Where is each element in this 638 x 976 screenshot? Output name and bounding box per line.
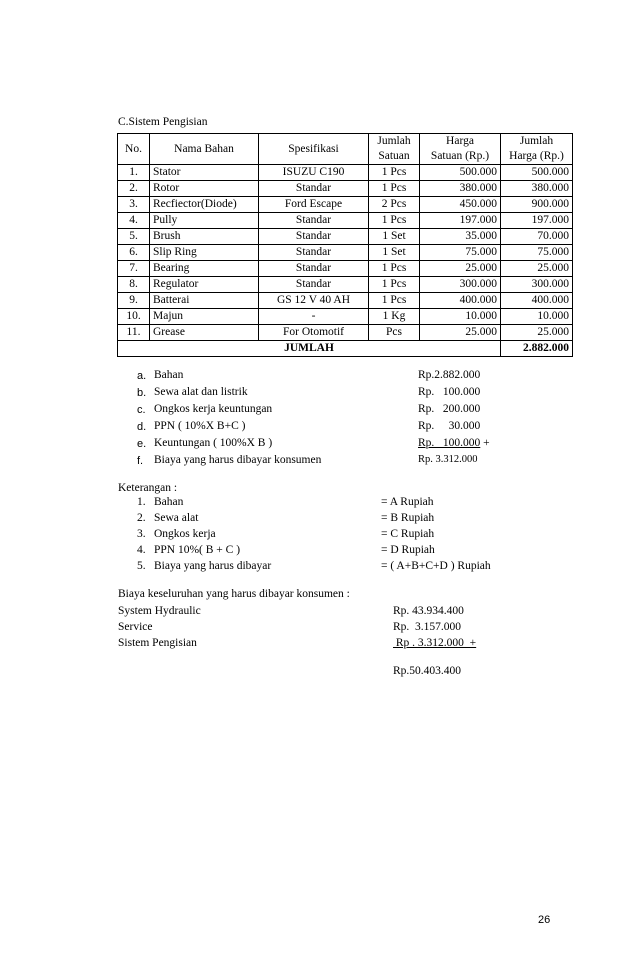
header-nama: Nama Bahan (150, 134, 259, 165)
cell-nama: Regulator (150, 277, 259, 293)
cell-no: 1. (118, 165, 150, 181)
cell-nama: Brush (150, 229, 259, 245)
cost-letter: e. (137, 438, 147, 450)
total-value: 2.882.000 (501, 341, 573, 357)
cell-nama: Grease (150, 325, 259, 341)
cell-nama: Majun (150, 309, 259, 325)
cell-spes: - (259, 309, 369, 325)
cell-spes: Ford Escape (259, 197, 369, 213)
cost-label: Ongkos kerja keuntungan (154, 403, 273, 415)
table-row (118, 293, 573, 309)
cost-amount: Rp. 3.312.000 (418, 454, 478, 465)
cell-satuan: 1 Pcs (369, 165, 420, 181)
header-spesifikasi: Spesifikasi (259, 134, 369, 165)
cell-harga: 450.000 (420, 197, 501, 213)
table-row (118, 309, 573, 325)
summary-total: Rp.50.403.400 (393, 665, 462, 677)
keterangan-title: Keterangan : (118, 482, 178, 494)
keterangan-num: 4. (137, 544, 146, 556)
cell-satuan: 2 Pcs (369, 197, 420, 213)
cost-letter: f. (137, 455, 144, 467)
keterangan-label: PPN 10%( B + C ) (154, 544, 241, 556)
cell-nama: Pully (150, 213, 259, 229)
cell-no: 4. (118, 213, 150, 229)
table-row (118, 245, 573, 261)
cell-no: 3. (118, 197, 150, 213)
cell-no: 10. (118, 309, 150, 325)
keterangan-num: 1. (137, 496, 146, 508)
keterangan-num: 5. (137, 560, 146, 572)
header-jumlah-satuan: Jumlah Satuan (369, 134, 420, 165)
summary-value: Rp. 3.157.000 (393, 621, 462, 633)
cell-satuan: 1 Pcs (369, 277, 420, 293)
cell-jumlah: 400.000 (501, 293, 573, 309)
cell-nama: Bearing (150, 261, 259, 277)
table-row (118, 261, 573, 277)
cell-satuan: 1 Pcs (369, 181, 420, 197)
table-row (118, 165, 573, 181)
header-harga-satuan: Harga Satuan (Rp.) (420, 134, 501, 165)
header-jumlah-harga: Jumlah Harga (Rp.) (501, 134, 573, 165)
cost-value (418, 454, 478, 465)
table-row (118, 197, 573, 213)
cost-value (418, 420, 480, 432)
cell-no: 9. (118, 293, 150, 309)
cell-spes: GS 12 V 40 AH (259, 293, 369, 309)
cell-harga: 197.000 (420, 213, 501, 229)
cost-letter: a. (137, 370, 147, 382)
total-label: JUMLAH (118, 341, 501, 357)
cell-harga: 25.000 (420, 325, 501, 341)
cell-harga: 400.000 (420, 293, 501, 309)
summary-title: Biaya keseluruhan yang harus dibayar konsumen : (118, 588, 350, 600)
keterangan-label: Bahan (154, 496, 184, 508)
cell-spes: Standar (259, 261, 369, 277)
keterangan-value: = D Rupiah (381, 544, 435, 556)
cell-jumlah: 900.000 (501, 197, 573, 213)
cell-spes: ISUZU C190 (259, 165, 369, 181)
summary-value: Rp . 3.312.000 + (393, 637, 477, 649)
cell-harga: 10.000 (420, 309, 501, 325)
cell-jumlah: 500.000 (501, 165, 573, 181)
cost-label: Keuntungan ( 100%X B ) (154, 437, 273, 449)
table-row (118, 277, 573, 293)
cell-no: 2. (118, 181, 150, 197)
keterangan-num: 3. (137, 528, 146, 540)
keterangan-value: = B Rupiah (381, 512, 435, 524)
cell-spes: Standar (259, 277, 369, 293)
cell-jumlah: 380.000 (501, 181, 573, 197)
cost-value (418, 437, 490, 449)
cell-satuan: Pcs (369, 325, 420, 341)
keterangan-label: Biaya yang harus dibayar (154, 560, 272, 572)
cost-label: Bahan (154, 369, 184, 381)
cost-letter: d. (137, 421, 147, 433)
cell-jumlah: 70.000 (501, 229, 573, 245)
cell-jumlah: 10.000 (501, 309, 573, 325)
cell-jumlah: 25.000 (501, 325, 573, 341)
summary-value: Rp. 43.934.400 (393, 605, 464, 617)
cost-amount: Rp. 100.000 (418, 386, 481, 398)
cost-label: Biaya yang harus dibayar konsumen (154, 454, 322, 466)
cell-satuan: 1 Pcs (369, 293, 420, 309)
cell-nama: Batterai (150, 293, 259, 309)
cell-satuan: 1 Set (369, 229, 420, 245)
materials-table (117, 133, 573, 357)
cost-amount: Rp. 30.000 (418, 420, 481, 432)
keterangan-value: = A Rupiah (381, 496, 434, 508)
cell-jumlah: 75.000 (501, 245, 573, 261)
cell-satuan: 1 Set (369, 245, 420, 261)
plus-sign: + (480, 437, 490, 449)
cell-jumlah: 197.000 (501, 213, 573, 229)
summary-label: Service (118, 621, 153, 633)
cost-value (418, 386, 480, 398)
cell-no: 11. (118, 325, 150, 341)
cell-nama: Stator (150, 165, 259, 181)
cell-harga: 35.000 (420, 229, 501, 245)
cell-spes: Standar (259, 229, 369, 245)
cell-harga: 75.000 (420, 245, 501, 261)
keterangan-num: 2. (137, 512, 146, 524)
header-no: No. (118, 134, 150, 165)
cell-harga: 300.000 (420, 277, 501, 293)
cell-spes: Standar (259, 213, 369, 229)
cell-satuan: 1 Kg (369, 309, 420, 325)
cost-amount: Rp. 200.000 (418, 403, 481, 415)
cost-value (418, 369, 480, 381)
cost-letter: c. (137, 404, 146, 416)
section-title: C.Sistem Pengisian (118, 116, 208, 128)
summary-label: System Hydraulic (118, 605, 201, 617)
cell-nama: Rotor (150, 181, 259, 197)
cell-no: 6. (118, 245, 150, 261)
cell-harga: 25.000 (420, 261, 501, 277)
cell-nama: Slip Ring (150, 245, 259, 261)
cell-harga: 380.000 (420, 181, 501, 197)
cost-letter: b. (137, 387, 147, 399)
cell-harga: 500.000 (420, 165, 501, 181)
cost-label: PPN ( 10%X B+C ) (154, 420, 246, 432)
table-row (118, 181, 573, 197)
page-number: 26 (538, 914, 551, 926)
cell-no: 5. (118, 229, 150, 245)
cost-amount: Rp. 100.000 (418, 437, 481, 449)
table-row (118, 325, 573, 341)
keterangan-label: Ongkos kerja (154, 528, 216, 540)
cell-satuan: 1 Pcs (369, 261, 420, 277)
keterangan-label: Sewa alat (154, 512, 199, 524)
keterangan-value: = ( A+B+C+D ) Rupiah (381, 560, 491, 572)
cell-nama: Recfiector(Diode) (150, 197, 259, 213)
table-row (118, 213, 573, 229)
cell-jumlah: 300.000 (501, 277, 573, 293)
cell-jumlah: 25.000 (501, 261, 573, 277)
table-total-row (118, 341, 573, 357)
cell-spes: For Otomotif (259, 325, 369, 341)
cell-spes: Standar (259, 245, 369, 261)
cell-no: 7. (118, 261, 150, 277)
table-header-row (118, 134, 573, 165)
cost-amount: Rp.2.882.000 (418, 369, 481, 381)
keterangan-value: = C Rupiah (381, 528, 435, 540)
summary-label: Sistem Pengisian (118, 637, 197, 649)
cell-spes: Standar (259, 181, 369, 197)
table-row (118, 229, 573, 245)
cell-no: 8. (118, 277, 150, 293)
cost-value (418, 403, 480, 415)
cost-label: Sewa alat dan listrik (154, 386, 248, 398)
cell-satuan: 1 Pcs (369, 213, 420, 229)
